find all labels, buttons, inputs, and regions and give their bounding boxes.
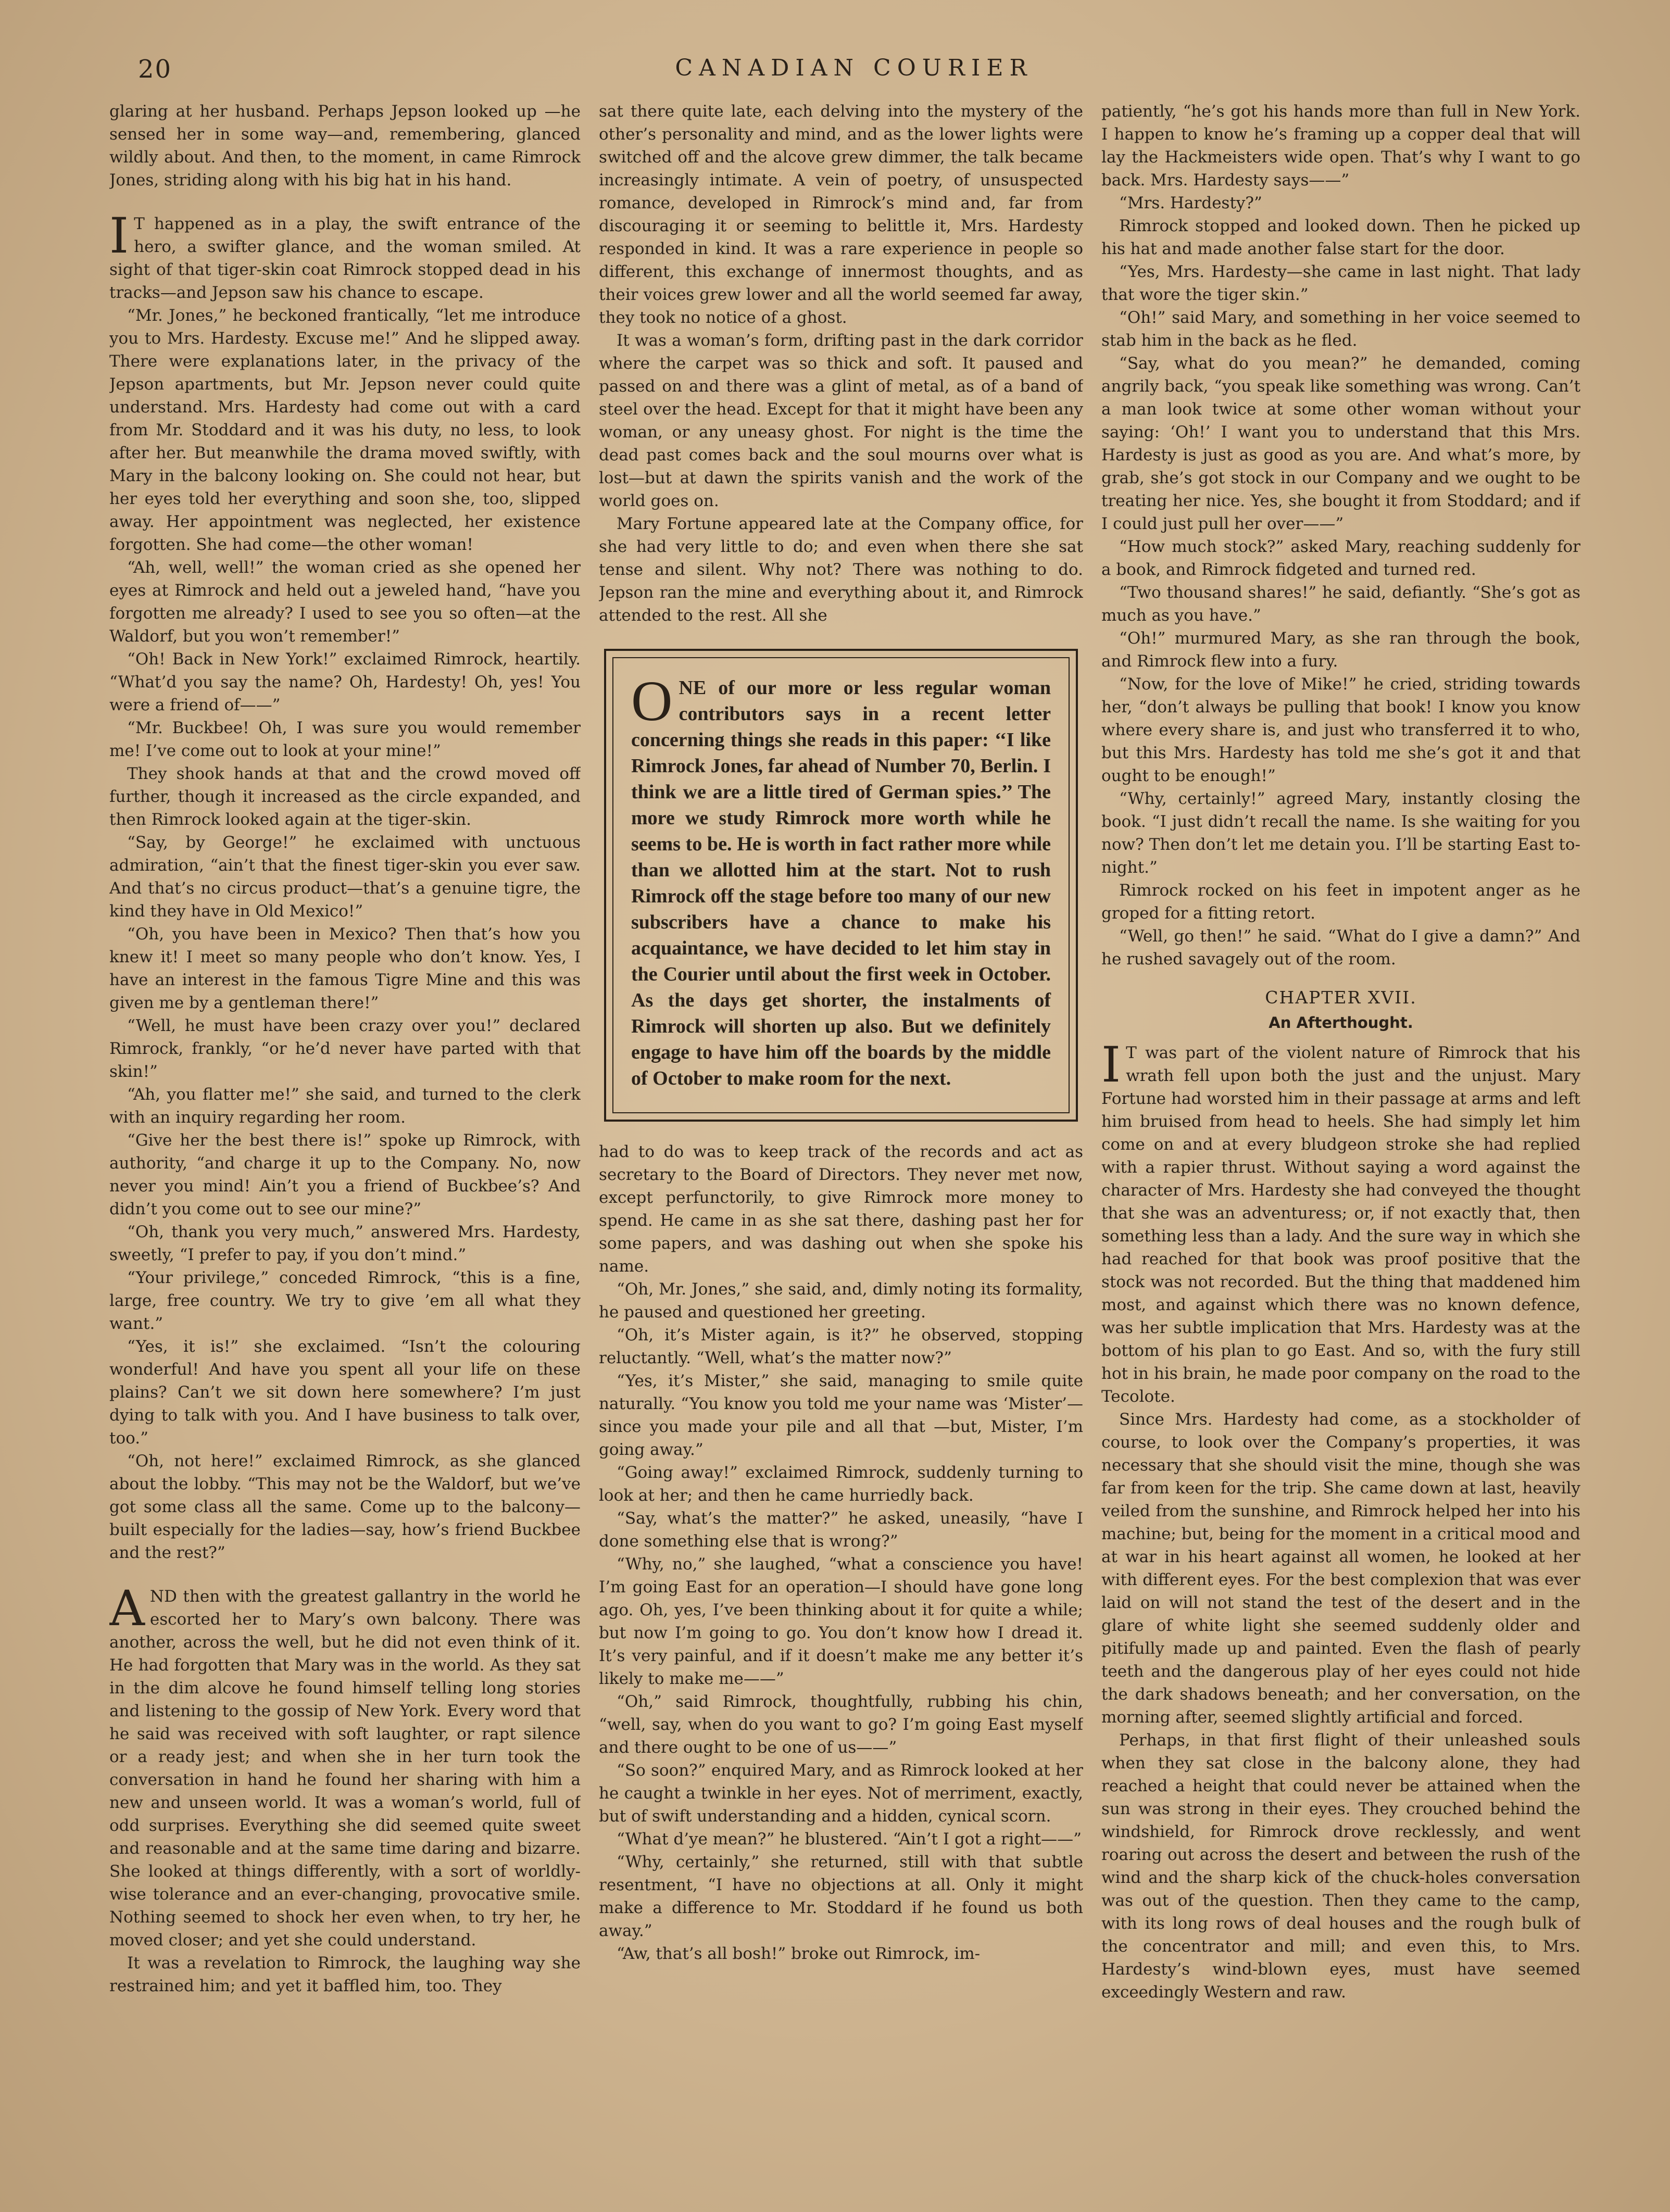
chapter-heading: CHAPTER XVII. <box>1265 987 1417 1008</box>
paragraph: “What d’ye mean?” he blustered. “Ain’t I got a right——” <box>617 1830 1082 1849</box>
paragraph-dropcap <box>109 208 581 304</box>
paragraph: Rimrock rocked on his feet in impotent anger as he groped for a fitting retort. <box>1101 881 1580 923</box>
paragraph: “Yes, Mrs. Hardesty—she came in last night. That lady that wore the tiger skin.” <box>1101 262 1580 304</box>
paragraph: “Oh, thank you very much,” answered Mrs. Hardesty, sweetly, “I prefer to pay, if you don’t mind.” <box>109 1223 581 1264</box>
paragraph: “Oh, Mr. Jones,” she said, and, dimly noting its formality, he paused and questioned her greeting. <box>599 1280 1083 1322</box>
paragraph: “Yes, it’s Mister,” she said, managing to smile quite naturally. “You know you told me your name was ‘Mister’—since you made your pile and all that —but, Mister, I’m going away.” <box>599 1372 1083 1459</box>
paragraph-text: T was part of the violent nature of Rimrock that his wrath fell upon both the just and the unjust. Mary Fortune had worsted him in their passage at arms and left him bruised from head to heels. She had simply let him come on and at every bludgeon stroke she had replied with a rapier thrust. Without saying a word against the character of Mrs. Hardesty she had conveyed the thought that she was an adventuress; or, if not exactly that, then something less than a lady. And the sure way in which she had reached for that book was proof positive that the stock was not recorded. But the thing that maddened him most, and against which there was no known defence, was her subtle implication that Mrs. Hardesty was at the bottom of his plan to go East. And so, with the fury still hot in his brain, he made poor company on the road to the Tecolote. <box>1101 1044 1580 1406</box>
paragraph: “Ah, well, well!” the woman cried as she opened her eyes at Rimrock and held out a jeweled hand, “have you forgotten me already? I used to see you so often—at the Waldorf, but you won’t remember!” <box>109 558 581 646</box>
notice-body: NE of our more or less regular woman contributors says in a recent letter concerning things she reads in this paper: ‘‘I like Rimrock Jones, far ahead of Number 70, Berlin. I think we are a little tired of German spies.’’ The more we study Rimrock more worth while he seems to be. He is worth in fact rather more while than we allotted him at the start. Not to rush Rimrock off the stage before too many of our new subscribers have a chance to make his acquaintance, we have decided to let him stay in the Courier until about the first week in October. As the days get shorter, the instalments of Rimrock will shorten up also. But we definitely engage to have him off the boards by the middle of October to make room for the next. <box>631 677 1051 1089</box>
page-header <box>104 55 1604 91</box>
editor-notice-text <box>612 657 1070 1113</box>
paragraph: “Mrs. Hardesty?” <box>1119 194 1262 212</box>
paragraph: “Why, no,” she laughed, “what a conscience you have! I’m going East for an operation—I should have gone long ago. Oh, yes, I’ve been thinking about it for quite a while; but now I’m going to go. You don’t know how I dread it. It’s very painful, and if it doesn’t make me any better it’s likely to make me——” <box>599 1555 1083 1688</box>
paragraph: It was a revelation to Rimrock, the laughing way she restrained him; and yet it baffled him, too. They <box>109 1954 581 1995</box>
paragraph: “Say, what do you mean?” he demanded, coming angrily back, “you speak like something was wrong. Can’t a man look twice at some other woman without your saying: ‘Oh!’ I want you to understand that this Mrs. Hardesty is just as good as you are. And what’s more, by grab, she’s got stock in our Company and we ought to be treating her nice. Yes, she bought it from Stoddard; and if I could just pull her over——” <box>1101 354 1580 533</box>
paragraph: “Yes, it is!” she exclaimed. “Isn’t the colouring wonderful! And have you spent all your life on these plains? Can’t we sit down here somewhere? I’m just dying to talk with you. And I have business to talk over, too.” <box>109 1337 581 1448</box>
paragraph: “Oh, you have been in Mexico? Then that’s how you knew it! I meet so many people who don’t know. Yes, I have an interest in the famous Tigre Mine and this was given me by a gentleman there!” <box>109 925 581 1012</box>
paragraph: “How much stock?” asked Mary, reaching suddenly for a book, and Rimrock fidgeted and turned red. <box>1101 537 1580 579</box>
paragraph: “Say, by George!” he exclaimed with unctuous admiration, “ain’t that the finest tiger-skin you ever saw. And that’s no circus product—that’s a genuine tigre, the kind they have in Old Mexico!” <box>109 833 581 921</box>
drop-cap: I <box>1101 1037 1121 1094</box>
column-middle <box>599 100 1083 2178</box>
paragraph: “Oh!” said Mary, and something in her voice seemed to stab him in the back as he fled. <box>1101 308 1580 350</box>
drop-cap: O <box>631 669 673 733</box>
drop-cap: A <box>109 1580 145 1637</box>
paragraph: Rimrock stopped and looked down. Then he picked up his hat and made another false start for the door. <box>1101 217 1580 258</box>
paragraph: “Oh,” said Rimrock, thoughtfully, rubbing his chin, “well, say, when do you want to go? I’m going East myself and there ought to be one of us——” <box>599 1692 1083 1757</box>
paragraph: “Oh!” murmured Mary, as she ran through the book, and Rimrock flew into a fury. <box>1101 629 1580 671</box>
paragraph: “Aw, that’s all bosh!” broke out Rimrock, im- <box>617 1944 981 1963</box>
paragraph: sat there quite late, each delving into the mystery of the other’s personality and mind, and as the lower lights were switched off and the alcove grew dimmer, the talk became increasingly intimate. A vein of poetry, of unsuspected romance, developed in Rimrock’s mind and, far from discouraging it or seeming to belittle it, Mrs. Hardesty responded in kind. It was a rare experience in people so different, this exchange of innermost thoughts, and as their voices grew lower and all the world seemed far away, they took no notice of a ghost. <box>599 102 1083 327</box>
page-number: 20 <box>138 55 172 84</box>
paragraph: “Why, certainly!” agreed Mary, instantly closing the book. “I just didn’t recall the name. Is she waiting for you now? Then don’t let me detain you. I’ll be starting East to-night.” <box>1101 789 1580 877</box>
paragraph: patiently, “he’s got his hands more than full in New York. I happen to know he’s framing up a copper deal that will lay the Hackmeisters wide open. That’s why I want to go back. Mrs. Hardesty says——” <box>1101 102 1580 190</box>
column-left <box>109 100 581 2178</box>
paragraph: Perhaps, in that first flight of their unleashed souls when they sat close in the balcony alone, they had reached a height that could never be attained when the sun was strong in their eyes. They crouched behind the windshield, for Rimrock drove recklessly, and went roaring out across the desert and between the rush of the wind and the sharp kick of the chuck-holes conversation was out of the question. Then they came to the camp, with its long rows of deal houses and the rough bulk of the concentrator and mill; and even this, to Mrs. Hardesty’s wind-blown eyes, must have seemed exceedingly Western and raw. <box>1101 1731 1580 2002</box>
masthead-title: CANADIAN COURIER <box>675 55 1033 81</box>
paragraph: “Now, for the love of Mike!” he cried, striding towards her, “don’t always be pulling that book! I know you know where every share is, and just who transferred it to who, but this Mrs. Hardesty has told me she’s got it and that ought to be enough!” <box>1101 675 1580 785</box>
paragraph: Mary Fortune appeared late at the Company office, for she had very little to do; and even when there she sat tense and silent. Why not? There was nothing to do. Jepson ran the mine and everything about it, and Rimrock attended to the rest. All she <box>599 514 1083 625</box>
paragraph: “Well, go then!” he said. “What do I give a damn?” And he rushed savagely out of the room. <box>1101 927 1580 969</box>
editor-notice-box <box>604 649 1078 1122</box>
paragraph: “Well, he must have been crazy over you!” declared Rimrock, frankly, “or he’d never have parted with that skin!” <box>109 1016 581 1081</box>
paragraph-dropcap <box>1101 1037 1580 1408</box>
paragraph-dropcap <box>109 1580 581 1952</box>
paragraph: It was a woman’s form, drifting past in the dark corridor where the carpet was so thick and soft. It paused and passed on and there was a glint of metal, as of a band of steel over the head. Except for that it might have been any woman, or any uneasy ghost. For night is the time the dead past comes back and the soul mourns over what is lost—but at dawn the spirits vanish and the work of the world goes on. <box>599 331 1083 510</box>
chapter-subtitle: An Afterthought. <box>1269 1014 1413 1032</box>
paragraph: “Mr. Buckbee! Oh, I was sure you would remember me! I’ve come out to look at your mine!” <box>109 719 581 760</box>
paragraph: “Give her the best there is!” spoke up Rimrock, with authority, “and charge it up to the Company. No, now never you mind! Ain’t you a friend of Buckbee’s? And didn’t you come out to see our mine?” <box>109 1131 581 1218</box>
paragraph-text: T happened as in a play, the swift entrance of the hero, a swifter glance, and the woman smiled. At sight of that tiger-skin coat Rimrock stopped dead in his tracks—and Jepson saw his chance to escape. <box>109 215 581 302</box>
paragraph: “So soon?” enquired Mary, and as Rimrock looked at her he caught a twinkle in her eyes. Not of merriment, exactly, but of swift understanding and a hidden, cynical scorn. <box>599 1761 1083 1826</box>
drop-cap: I <box>109 208 129 265</box>
paragraph: “Oh, it’s Mister again, is it?” he observed, stopping reluctantly. “Well, what’s the matter now?” <box>599 1326 1083 1367</box>
paragraph: “Two thousand shares!” he said, defiantly. “She’s got as much as you have.” <box>1101 583 1580 625</box>
column-right <box>1101 100 1580 2178</box>
paragraph: glaring at her husband. Perhaps Jepson looked up —he sensed her in some way—and, remembering, glanced wildly about. And then, to the moment, in came Rimrock Jones, striding along with his big hat in his hand. <box>109 102 581 190</box>
paragraph: “Why, certainly,” she returned, still with that subtle resentment, “I have no objections at all. Only it might make a difference to Mr. Stoddard if he found us both away.” <box>599 1853 1083 1940</box>
paragraph: “Mr. Jones,” he beckoned frantically, “let me introduce you to Mrs. Hardesty. Excuse me!” And he slipped away. There were explanations later, in the privacy of the Jepson apartments, but Mr. Jepson never could quite understand. Mrs. Hardesty had come out with a card from Mr. Stoddard and it was his duty, no less, to look after her. But meanwhile the drama moved swiftly, with Mary in the balcony looking on. She could not hear, but her eyes told her everything and soon she, too, slipped away. Her appointment was neglected, her existence forgotten. She had come—the other woman! <box>109 306 581 554</box>
paragraph: “Oh, not here!” exclaimed Rimrock, as she glanced about the lobby. “This may not be the Waldorf, but we’ve got some class all the same. Come up to the balcony—built especially for the ladies—say, how’s friend Buckbee and the rest?” <box>109 1452 581 1562</box>
paragraph: had to do was to keep track of the records and act as secretary to the Board of Directors. They never met now, except perfunctorily, to give Rimrock more money to spend. He came in as she sat there, dashing past her for some papers, and was dashing out when she spoke his name. <box>599 1142 1083 1276</box>
paragraph: “Say, what’s the matter?” he asked, uneasily, “have I done something else that is wrong?” <box>599 1509 1083 1551</box>
paragraph: Since Mrs. Hardesty had come, as a stockholder of course, to look over the Company’s properties, it was necessary that she should visit the mine, though she was far from keen for the trip. She came down at last, heavily veiled from the sunshine, and Rimrock helped her into his machine; but, being for the moment in a critical mood and at war in his heart against all women, he looked at her with different eyes. For the best complexion that was ever laid on will not stand the test of the desert and in the glare of white light she seemed suddenly older and pitifully made up and painted. Even the flash of pearly teeth and the dangerous play of her eyes could not hide the dark shadows beneath; and her conversation, on the morning after, seemed slightly artificial and forced. <box>1101 1410 1580 1727</box>
paragraph-text: ND then with the greatest gallantry in the world he escorted her to Mary’s own balcony. There was another, across the well, but he did not even think of it. He had forgotten that Mary was in the world. As they sat in the dim alcove he found himself telling long stories and listening to the gossip of New York. Every word that he said was received with soft laughter, or rapt silence or a ready jest; and when she in her turn took the conversation in hand he found her sharing with him a new and unseen world. It was a woman’s world, full of odd surprises. Everything she did seemed quite sweet and reasonable and at the same time daring and bizarre. She looked at things differently, with a sort of worldly-wise tolerance and an ever-changing, provocative smile. Nothing seemed to shock her even when, to try her, he moved closer; and yet she could understand. <box>109 1587 581 1950</box>
paragraph: “Your privilege,” conceded Rimrock, “this is a fine, large, free country. We try to give ’em all what they want.” <box>109 1268 581 1333</box>
paragraph: “Oh! Back in New York!” exclaimed Rimrock, heartily. “What’d you say the name? Oh, Hardesty! Oh, yes! You were a friend of——” <box>109 650 581 714</box>
paragraph: “Ah, you flatter me!” she said, and turned to the clerk with an inquiry regarding her room. <box>109 1085 581 1127</box>
paragraph: “Going away!” exclaimed Rimrock, suddenly turning to look at her; and then he came hurriedly back. <box>599 1463 1083 1505</box>
paragraph: They shook hands at that and the crowd moved off further, though it increased as the circle expanded, and then Rimrock looked again at the tiger-skin. <box>109 764 581 829</box>
